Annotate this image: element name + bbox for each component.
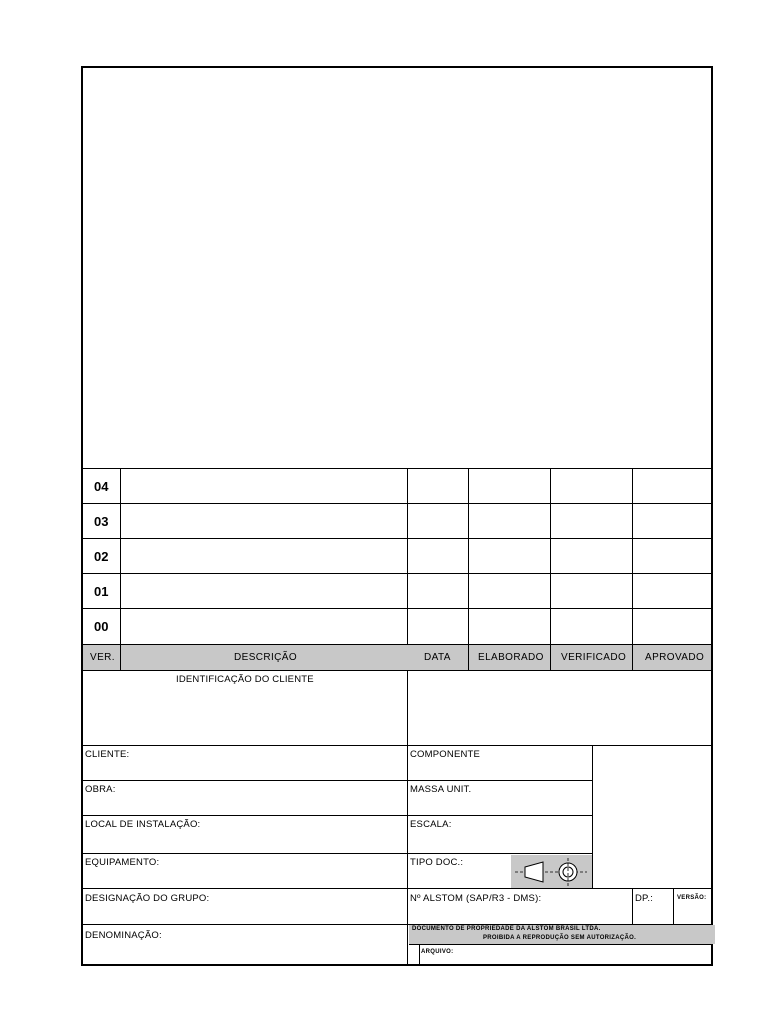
title-col-line [673,888,674,924]
header-descricao: DESCRIÇÃO [234,652,298,663]
third-angle-projection-icon [511,855,592,888]
alstom-number-label: Nº ALSTOM (SAP/R3 - DMS): [410,893,542,904]
revision-number: 02 [94,549,109,564]
revision-number: 00 [94,619,109,634]
title-line [83,888,711,889]
header-verificado: VERIFICADO [561,652,627,663]
equipamento-label: EQUIPAMENTO: [85,857,160,868]
rev-col-line [632,468,633,670]
rev-col-line [468,468,469,670]
tipo-doc-label: TIPO DOC.: [410,857,464,868]
title-col-line [419,944,420,964]
drawing-area [83,68,711,470]
massa-unit-label: MASSA UNIT. [410,784,472,795]
rev-line [83,670,711,671]
cliente-label: CLIENTE: [85,749,130,760]
dp-label: DP.: [635,893,654,904]
header-col-line [550,645,551,670]
title-line [409,944,711,945]
property-statement-line-1: DOCUMENTO DE PROPRIEDADE DA ALSTOM BRASIL LTDA. [412,926,601,932]
header-col-line [468,645,469,670]
header-elaborado: ELABORADO [478,652,544,663]
rev-line [83,468,711,469]
escala-label: ESCALA: [410,819,452,830]
rev-line [83,608,711,609]
header-ver: VER. [90,652,115,663]
revision-number: 01 [94,584,109,599]
title-line [83,815,592,816]
header-col-line [632,645,633,670]
rev-line [83,573,711,574]
projection-symbol-box [511,855,592,888]
client-identification-label: IDENTIFICAÇÃO DO CLIENTE [176,674,314,685]
componente-label: COMPONENTE [410,749,481,760]
title-line [83,745,711,746]
revision-number: 03 [94,514,109,529]
rev-col-line [407,468,408,745]
title-col-line [632,888,633,924]
versao-label: VERSÃO: [677,895,707,901]
title-line [83,853,592,854]
title-line [83,780,592,781]
rev-line [83,538,711,539]
drawing-frame [81,66,713,966]
designacao-grupo-label: DESIGNAÇÃO DO GRUPO: [85,893,210,904]
denominacao-label: DENOMINAÇÃO: [85,930,162,941]
rev-line [83,503,711,504]
rev-col-line [120,468,121,670]
obra-label: OBRA: [85,784,116,795]
revision-number: 04 [94,479,109,494]
title-col-line [407,745,408,964]
arquivo-label: ARQUIVO: [421,949,454,955]
header-aprovado: APROVADO [645,652,705,663]
header-col-line [120,645,121,670]
local-instalacao-label: LOCAL DE INSTALAÇÃO: [85,819,201,830]
rev-col-line [550,468,551,670]
property-statement-line-2: PROIBIDA A REPRODUÇÃO SEM AUTORIZAÇÃO. [483,935,637,941]
title-col-line [592,745,593,888]
header-data: DATA [424,652,451,663]
